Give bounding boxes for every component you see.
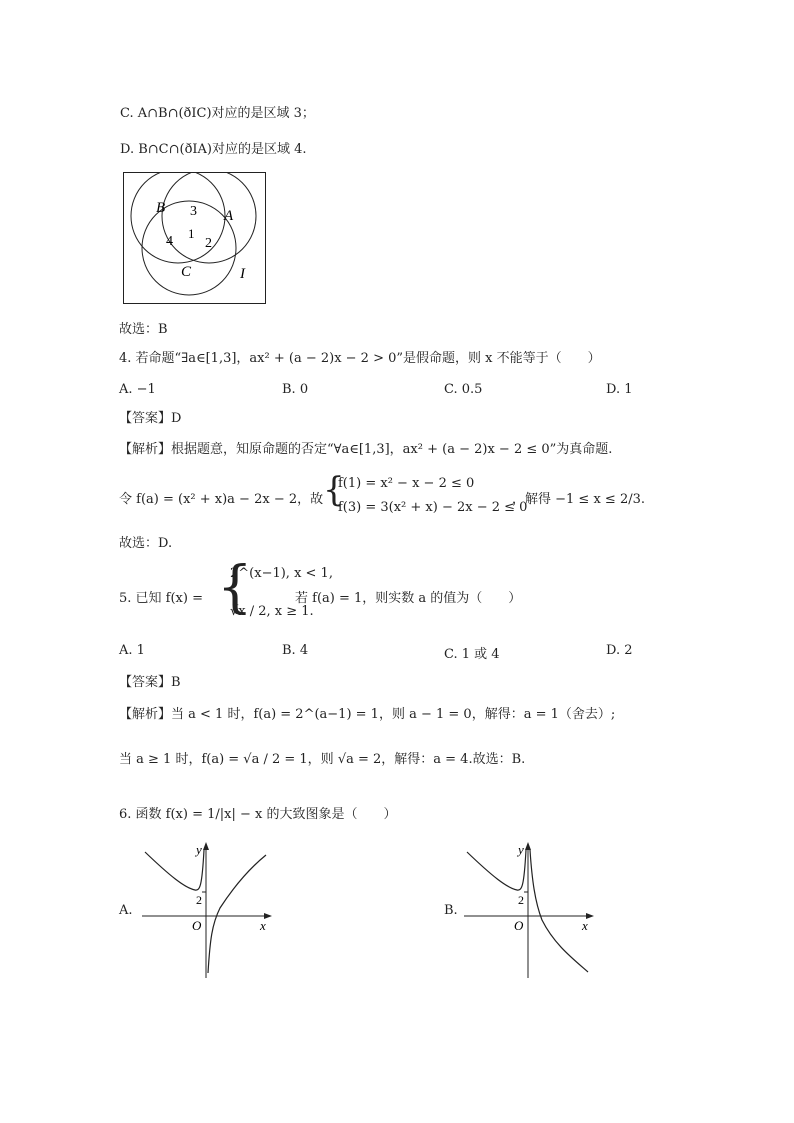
graph-b-option-label: B. — [444, 903, 458, 918]
q4-system-brace: { — [323, 470, 345, 510]
q4-option-b: B. 0 — [282, 382, 309, 397]
venn-region-3: 3 — [190, 204, 197, 219]
q5-suffix: 若 f(a) = 1，则实数 a 的值为（ ） — [295, 591, 522, 606]
graph-b-x-label: x — [582, 918, 588, 933]
q5-analysis-1: 【解析】当 a < 1 时，f(a) = 2^(a−1) = 1，则 a − 1 = 0，解得：a = 1（舍去）; — [119, 707, 616, 722]
graph-b-tick-2: 2 — [518, 893, 524, 907]
venn-label-b: B — [156, 200, 166, 216]
q4-analysis: 【解析】根据题意，知原命题的否定“∀a∈[1,3]，ax² + (a − 2)x − 2 ≤ 0”为真命题. — [119, 442, 613, 457]
q5-option-c: C. 1 或 4 — [444, 647, 500, 662]
graph-a-right-branch — [208, 855, 266, 973]
graph-b-origin: O — [514, 918, 524, 933]
graph-a-x-label: x — [260, 918, 266, 933]
graph-b — [462, 840, 602, 980]
choose-line-q3: 故选：B — [119, 322, 168, 337]
venn-label-i: I — [240, 266, 245, 282]
q4-system-line-2: f(3) = 3(x² + x) − 2x − 2 ≤ 0 — [338, 500, 528, 515]
q5-option-d: D. 2 — [606, 643, 633, 658]
q4-solve: ，解得 −1 ≤ x ≤ 2/3. — [512, 492, 645, 507]
q4-option-a: A. −1 — [119, 382, 156, 397]
q4-option-c: C. 0.5 — [444, 382, 483, 397]
universal-set-box — [124, 173, 266, 304]
venn-diagram — [123, 172, 269, 306]
q4-let: 令 f(a) = (x² + x)a − 2x − 2，故 — [119, 492, 324, 507]
choose-line-q4: 故选：D. — [119, 536, 173, 551]
q5-prefix: 5. 已知 f(x) = — [119, 591, 203, 606]
graph-a-option-label: A. — [119, 903, 133, 918]
graph-a-origin: O — [192, 918, 202, 933]
q5-case-1: 2^(x−1), x < 1, — [230, 566, 333, 581]
venn-region-4: 4 — [166, 234, 173, 249]
graph-a-tick-2: 2 — [196, 893, 202, 907]
graph-b-y-arrow — [525, 842, 531, 850]
graph-a — [140, 840, 280, 980]
question-6: 6. 函数 f(x) = 1/|x| − x 的大致图象是（ ） — [119, 807, 397, 822]
question-4: 4. 若命题“∃a∈[1,3]，ax² + (a − 2)x − 2 > 0”是假命题，则 x 不能等于（ ） — [119, 351, 601, 366]
q4-answer: 【答案】D — [119, 411, 182, 426]
q5-analysis-2: 当 a ≥ 1 时，f(a) = √a / 2 = 1，则 √a = 2，解得：a = 4.故选：B. — [119, 752, 526, 767]
venn-region-2: 2 — [205, 236, 212, 251]
venn-region-1: 1 — [188, 226, 195, 241]
q5-option-a: A. 1 — [119, 643, 145, 658]
q5-case-2: √x / 2, x ≥ 1. — [230, 604, 314, 619]
graph-b-y-label: y — [518, 842, 524, 857]
graph-a-y-arrow — [203, 842, 209, 850]
q5-option-b: B. 4 — [282, 643, 309, 658]
q5-answer: 【答案】B — [119, 675, 181, 690]
option-c-line: C. A∩B∩(ðIC)对应的是区域 3； — [120, 106, 315, 121]
q4-option-d: D. 1 — [606, 382, 633, 397]
q5-brace: { — [217, 555, 253, 620]
q4-system-line-1: f(1) = x² − x − 2 ≤ 0 — [338, 476, 475, 491]
venn-label-c: C — [181, 264, 192, 280]
graph-a-y-label: y — [196, 842, 202, 857]
graph-b-right-branch — [530, 850, 588, 972]
venn-label-a: A — [224, 208, 234, 224]
option-d-line: D. B∩C∩(ðIA)对应的是区域 4. — [120, 142, 307, 157]
